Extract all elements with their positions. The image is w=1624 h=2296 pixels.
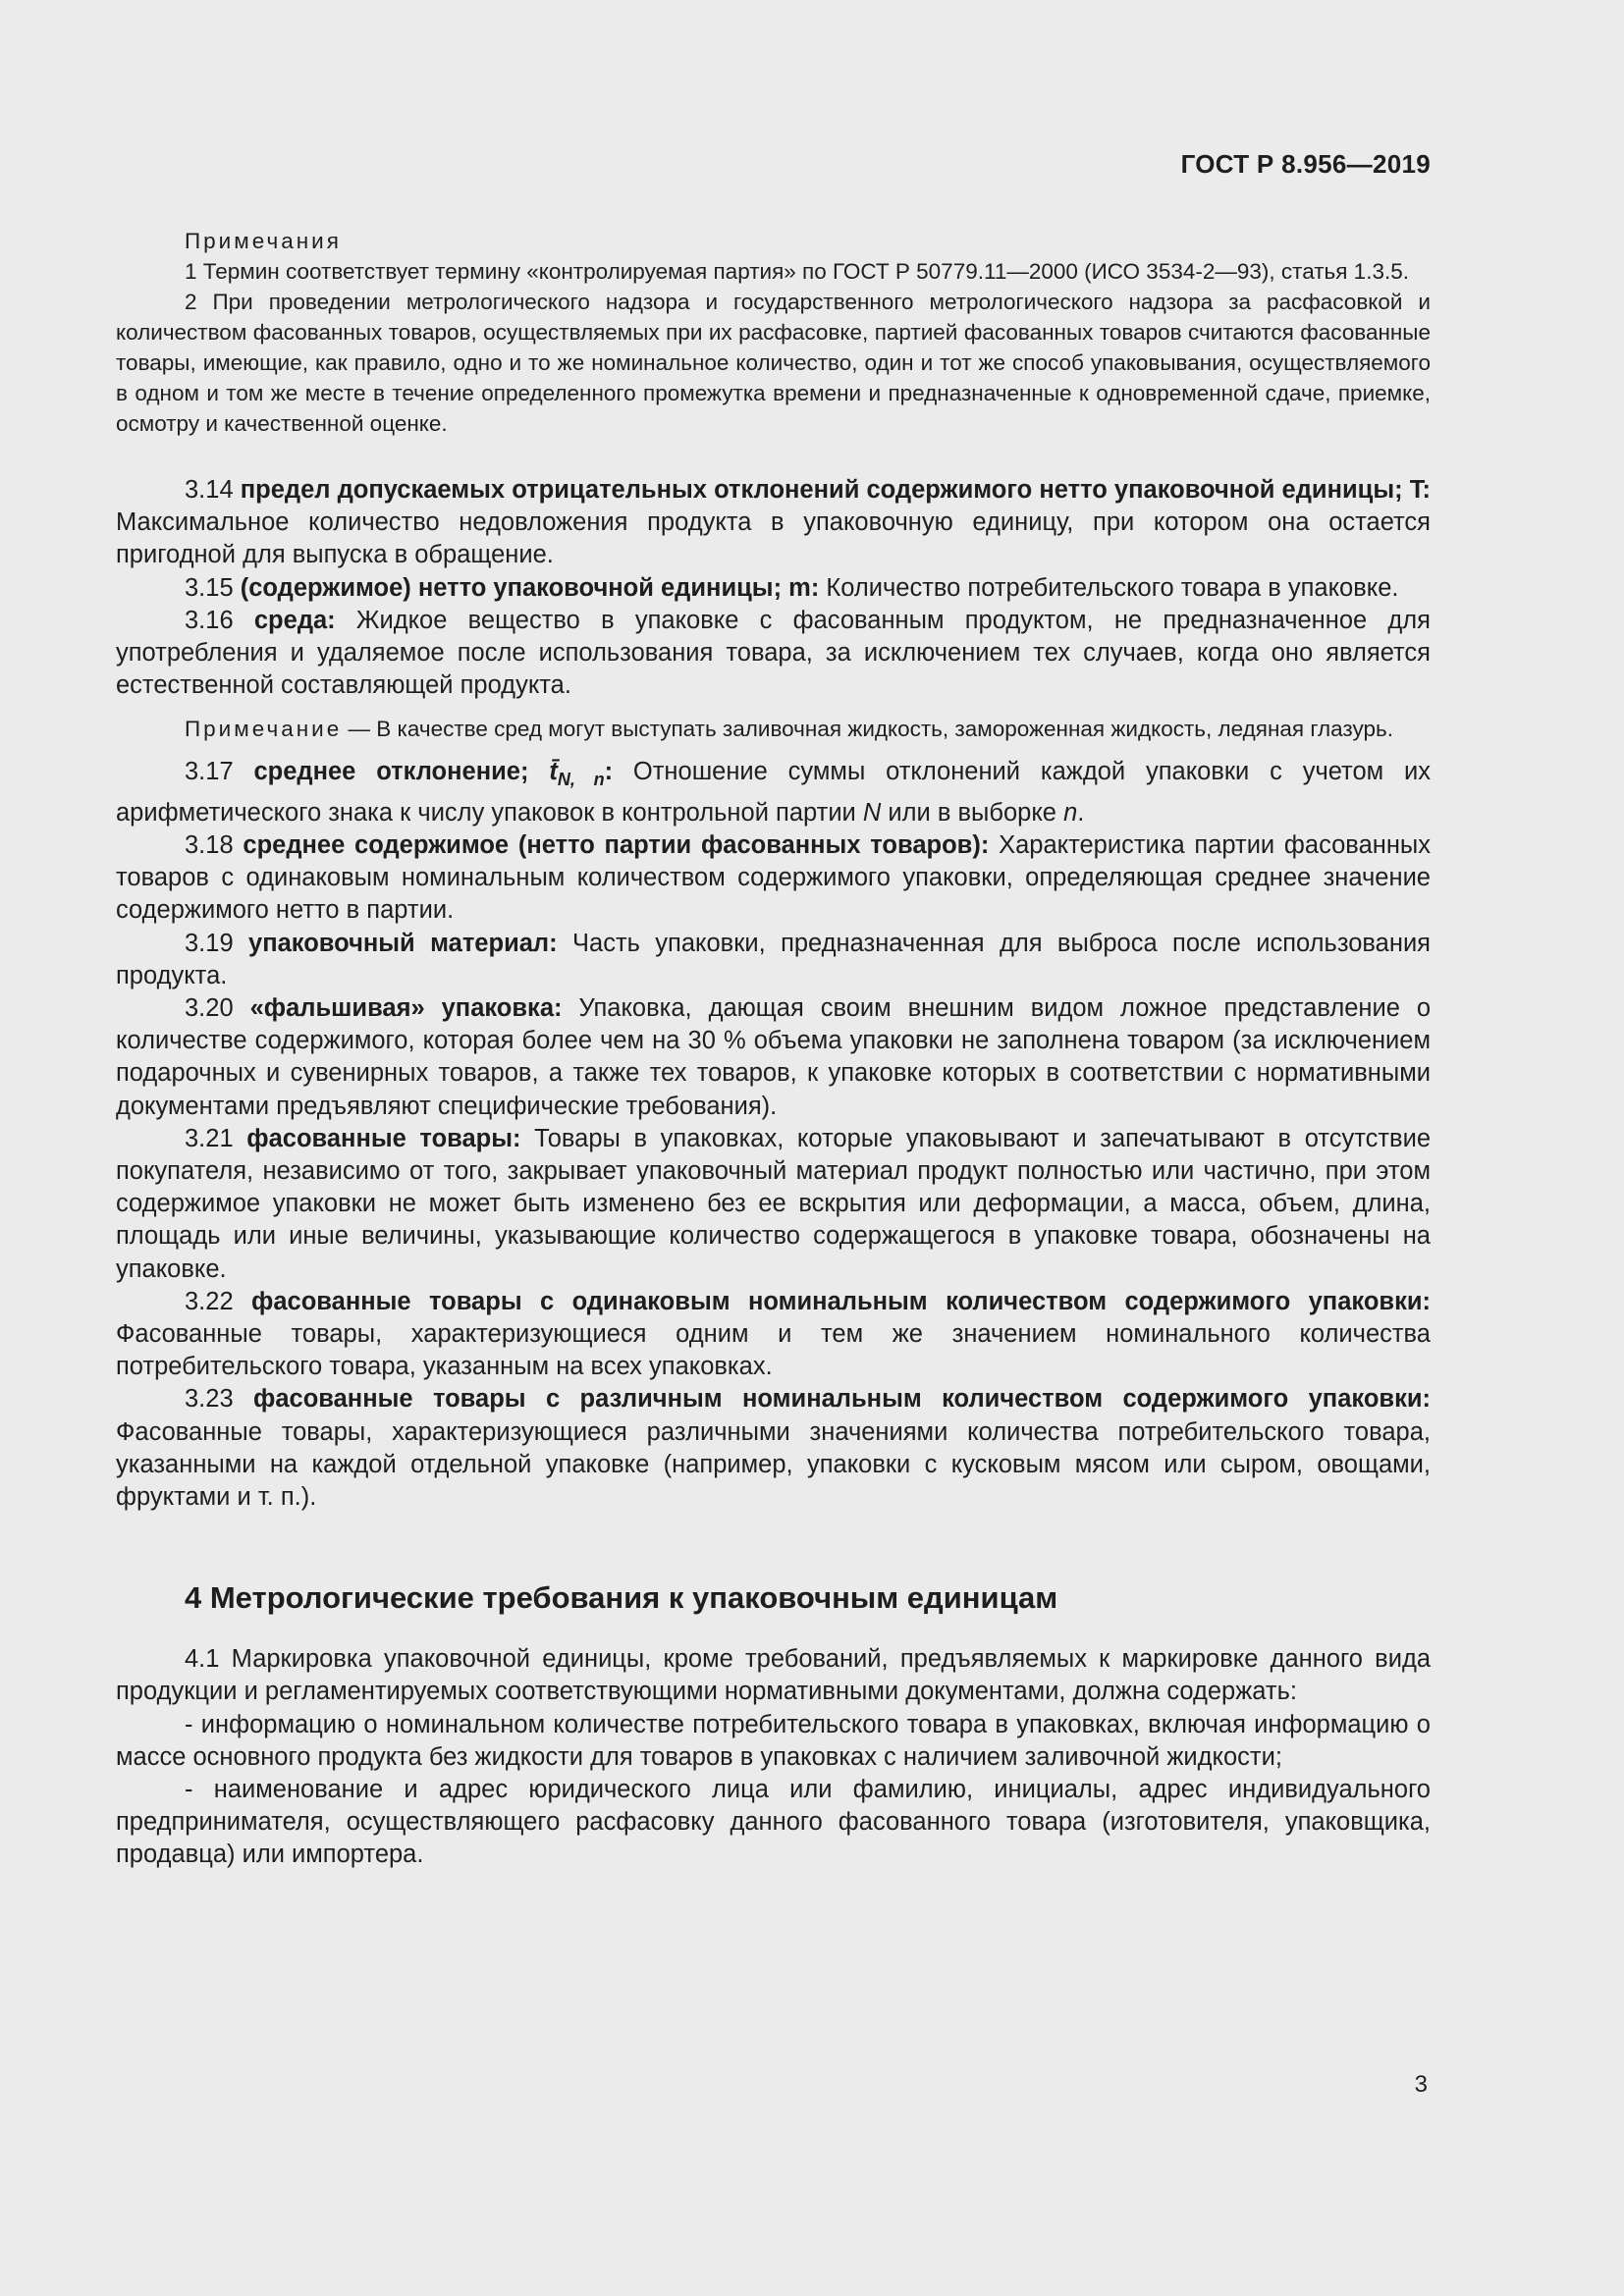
term-title: упаковочный материал:	[248, 929, 558, 957]
term-title: (содержимое) нетто упаковочной единицы; m:	[240, 573, 820, 602]
note-1: 1 Термин соответствует термину «контролируемая партия» по ГОСТ Р 50779.11—2000 (ИСО 3534-2—93), статья 1.3.5.	[185, 259, 1409, 284]
term-title: фасованные товары с одинаковым номинальным количеством содержимого упаковки:	[251, 1287, 1432, 1315]
section-4-heading: 4 Метрологические требования к упаковочным единицам	[185, 1580, 1058, 1616]
var-N: N	[862, 798, 882, 827]
note-text: — В качестве сред могут выступать заливочная жидкость, замороженная жидкость, ледяная глазурь.	[342, 717, 1393, 742]
mean-deviation-symbol	[549, 758, 605, 790]
term-definition: Максимальное количество недовложения продукта в упаковочную единицу, при котором она остается пригодной для выпуска в обращение.	[116, 508, 1431, 569]
term-3-17	[116, 756, 1431, 829]
term-number: 3.18	[185, 830, 244, 859]
term-3-20	[116, 992, 1431, 1123]
term-title: фасованные товары с различным номинальным количеством содержимого упаковки:	[253, 1385, 1431, 1414]
term-definition-cont: или в выборке	[881, 798, 1064, 827]
page-number: 3	[1414, 2071, 1428, 2098]
term-3-19	[116, 928, 1431, 992]
term-definition: Фасованные товары, характеризующиеся различными значениями количества потребительского товара, указанными на каждой отдельной упаковке (например, упаковки с кусковым мясом или сыром, овощами, фруктами и т. п.).	[116, 1417, 1431, 1511]
var-n: n	[1063, 798, 1078, 827]
term-definition: Товары в упаковках, которые упаковывают и запечатывают в отсутствие покупателя, независимо от того, закрывает упаковочный материал продукт полностью или частично, при этом содержимое упаковки не может быть изменено без ее вскрытия или деформации, а масса, объем, длина, площадь или иные величины, указывающие количество содержащегося в упаковке товара, обозначены на упаковке.	[116, 1124, 1432, 1283]
term-definition-end: .	[1077, 798, 1085, 827]
term-number: 3.14	[185, 476, 241, 504]
symbol-t: t̄	[549, 758, 558, 786]
list-item: - информацию о номинальном количестве потребительского товара в упаковках, включая информацию о массе основного продукта без жидкости для товаров в упаковках с наличием заливочной жидкости;	[116, 1710, 1431, 1771]
term-3-18	[116, 829, 1431, 928]
term-definition: Упаковка, дающая своим внешним видом ложное представление о количестве содержимого, которая более чем на 30 % объема упаковки не заполнена товаром (за исключением подарочных и сувенирных товаров, а также тех товаров, к упаковке которых в соответствии с нормативными документами предъявляют специфические требования).	[116, 993, 1432, 1120]
term-definition: Часть упаковки, предназначенная для выброса после использования продукта.	[116, 929, 1431, 989]
list-item: - наименование и адрес юридического лица или фамилию, инициалы, адрес индивидуального предпринимателя, осуществляющего расфасовку данного фасованного товара (изготовителя, упаковщика, продавца) или импортера.	[116, 1776, 1431, 1869]
term-3-23	[116, 1383, 1431, 1514]
term-3-16	[116, 605, 1431, 703]
note-3-16	[116, 714, 1431, 744]
term-title: «фальшивая» упаковка:	[249, 993, 563, 1022]
term-definition: Фасованные товары, характеризующиеся одним и тем же значением номинального количества потребительского товара, указанным на всех упаковках.	[116, 1319, 1431, 1381]
term-definition: Жидкое вещество в упаковке с фасованным продуктом, не предназначенное для употребления и удаляемое после использования товара, за исключением тех случаев, когда оно является естественной составляющей продукта.	[116, 606, 1431, 700]
notes-heading: Примечания	[185, 229, 342, 253]
term-number: 3.16	[185, 606, 254, 634]
term-number: 3.15	[185, 573, 241, 602]
term-definition: Характеристика партии фасованных товаров с одинаковым номинальным количеством содержимого упаковки, определяющая среднее значение содержимого нетто в партии.	[116, 830, 1431, 925]
term-title: среднее содержимое (нетто партии фасованных товаров):	[243, 830, 990, 859]
term-number: 3.19	[185, 929, 249, 957]
term-number: 3.23	[185, 1385, 254, 1414]
term-3-15	[116, 572, 1431, 605]
term-title: фасованные товары:	[246, 1124, 521, 1152]
term-definition: Количество потребительского товара в упаковке.	[819, 573, 1399, 602]
term-number: 3.21	[185, 1124, 247, 1152]
page-content	[116, 226, 1431, 1872]
term-number: 3.17	[185, 758, 254, 786]
note-2: 2 При проведении метрологического надзора и государственного метрологического надзора за расфасовкой и количеством фасованных товаров, осуществляемых при их расфасовке, партией фасованных товаров считаются фасованные товары, имеющие, как правило, одно и то же номинальное количество, один и тот же способ упаковывания, осуществляемого в одном и том же месте в течение определенного промежутка времени и предназначенные к одновременной сдаче, приемке, осмотру и качественной оценке.	[116, 290, 1431, 436]
term-title: среда:	[253, 606, 336, 634]
note-label: Примечание	[185, 717, 343, 742]
symbol-subscript: N, n	[557, 770, 605, 790]
term-colon: :	[604, 758, 614, 786]
term-title: среднее отклонение;	[253, 758, 529, 786]
term-3-21	[116, 1123, 1431, 1286]
term-3-22	[116, 1286, 1431, 1384]
term-3-14	[116, 474, 1431, 572]
term-title: предел допускаемых отрицательных отклонений содержимого нетто упаковочной единицы; T:	[240, 476, 1431, 504]
term-definition: Отношение суммы отклонений каждой упаковки с учетом их арифметического знака к числу упаковок в контрольной партии	[116, 758, 1431, 827]
term-number: 3.20	[185, 993, 250, 1022]
document-code: ГОСТ Р 8.956—2019	[1180, 149, 1431, 179]
clause-4-1: 4.1 Маркировка упаковочной единицы, кроме требований, предъявляемых к маркировке данного вида продукции и регламентируемых соответствующими нормативными документами, должна содержать:	[116, 1645, 1431, 1706]
term-number: 3.22	[185, 1287, 252, 1315]
